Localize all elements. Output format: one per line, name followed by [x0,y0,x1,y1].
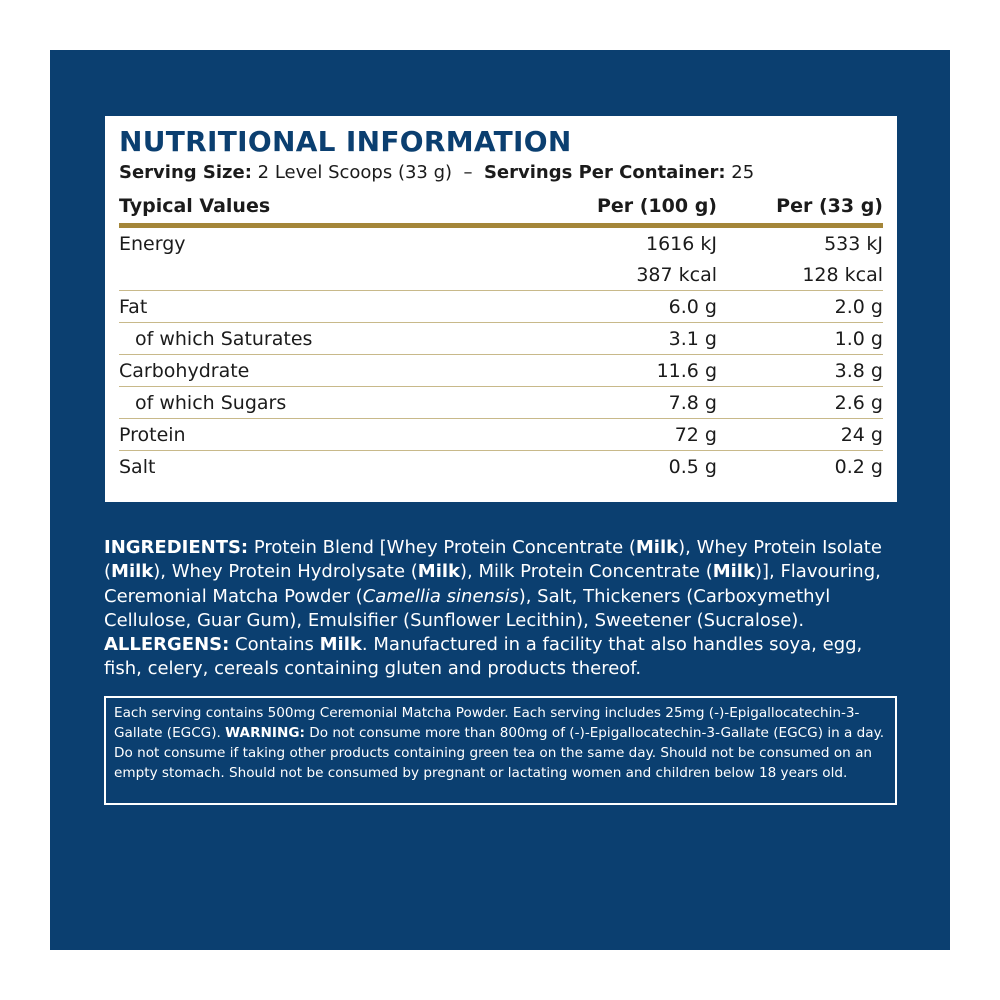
nutrition-title: NUTRITIONAL INFORMATION [119,125,572,158]
servings-per-container-label: Servings Per Container: [483,162,726,183]
row-label: Fat [119,291,559,323]
table-row-protein [119,419,883,451]
table-row-salt [119,451,883,483]
row-value-per-100g: 387 kcal [559,259,717,291]
ingredients-part: ), Whey Protein Isolate ( [104,537,882,583]
serving-size-value: 2 Level Scoops (33 g) [251,162,453,183]
table-row-energy-kcal [119,259,883,291]
column-header-per-33g: Per (33 g) [717,191,883,226]
row-value-per-33g: 24 g [717,419,883,451]
row-value-per-33g: 2.6 g [717,387,883,419]
row-label: Protein [119,419,559,451]
ingredients-part: )], Flavouring, Ceremonial Matcha Powder ( [104,561,881,607]
row-label: Carbohydrate [119,355,559,387]
allergens-label: ALLERGENS: [104,634,230,656]
row-value-per-100g: 1616 kJ [646,232,717,255]
row-value-per-33g: 0.2 g [834,455,883,478]
allergen-milk: Milk [635,537,679,558]
row-value-per-100g: 11.6 g [559,355,717,387]
column-header-per-100g: Per (100 g) [559,191,717,226]
servings-per-container-value: 25 [725,162,755,183]
warning-part: Each serving contains 500mg Ceremonial Matcha Powder. Each serving includes 25mg (-)-Epigallocatechin-3-Gallate (EGCG). [114,705,860,741]
allergen-milk: Milk [712,561,755,583]
nutrition-table [119,191,883,482]
ingredients-part: . Manufactured in a facility that also handles soya, egg, fish, celery, cereals containing gluten and products thereof. [104,634,863,680]
row-value-per-33g: 2.0 g [717,291,883,323]
allergen-milk: Milk [417,561,461,583]
ingredients-part: ), Whey Protein Hydrolysate ( [153,561,418,583]
row-value-per-100g: 72 g [559,419,717,451]
row-value-per-33g: 128 kcal [717,259,883,291]
row-label: of which Saturates [119,323,559,355]
allergen-milk: Milk [111,561,154,583]
row-value-per-33g: 533 kJ [824,232,883,255]
row-value-per-33g: 3.8 g [717,355,883,387]
row-value-per-100g: 0.5 g [668,455,717,478]
table-row-saturates [119,323,883,355]
ingredients-label: INGREDIENTS: [104,537,249,558]
table-row-fat [119,291,883,323]
row-value-per-100g: 7.8 g [559,387,717,419]
table-row-energy-kj [119,226,883,260]
serving-info [119,161,883,191]
species-name: Camellia sinensis [362,585,519,607]
row-value-per-100g: 6.0 g [559,291,717,323]
label-panel [50,50,950,950]
row-label: of which Sugars [119,387,559,419]
ingredients-part: ), Salt, Thickeners (Carboxymethyl Cellulose, Guar Gum), Emulsifier (Sunflower Lecithin), Sweetener (Sucralose). [104,585,831,631]
warning-box [104,696,897,805]
serving-separator: – [452,162,484,183]
warning-part: Do not consume more than 800mg of (-)-Epigallocatechin-3-Gallate (EGCG) in a day. Do not consume if taking other products containing green tea on the same day. Should not be consumed on an empty stomach. Should not be consumed by pregnant or lactating women and children below 18 years old. [114,725,885,781]
warning-label: WARNING: [225,725,305,741]
table-header-row [119,191,883,226]
row-label [119,259,559,291]
row-value-per-100g: 3.1 g [559,323,717,355]
ingredients-text [104,536,900,682]
row-label: Salt [119,455,156,478]
table-row-carbohydrate [119,355,883,387]
nutrition-card [105,116,897,502]
row-value-per-33g: 1.0 g [717,323,883,355]
column-header-typical-values: Typical Values [119,191,559,226]
row-label: Energy [119,232,186,255]
allergen-milk: Milk [319,634,362,656]
ingredients-part: Protein Blend [Whey Protein Concentrate ( [248,537,636,558]
ingredients-part: Contains [229,634,320,656]
ingredients-part: ), Milk Protein Concentrate ( [460,561,713,583]
table-row-sugars [119,387,883,419]
serving-size-label: Serving Size: [119,162,252,183]
